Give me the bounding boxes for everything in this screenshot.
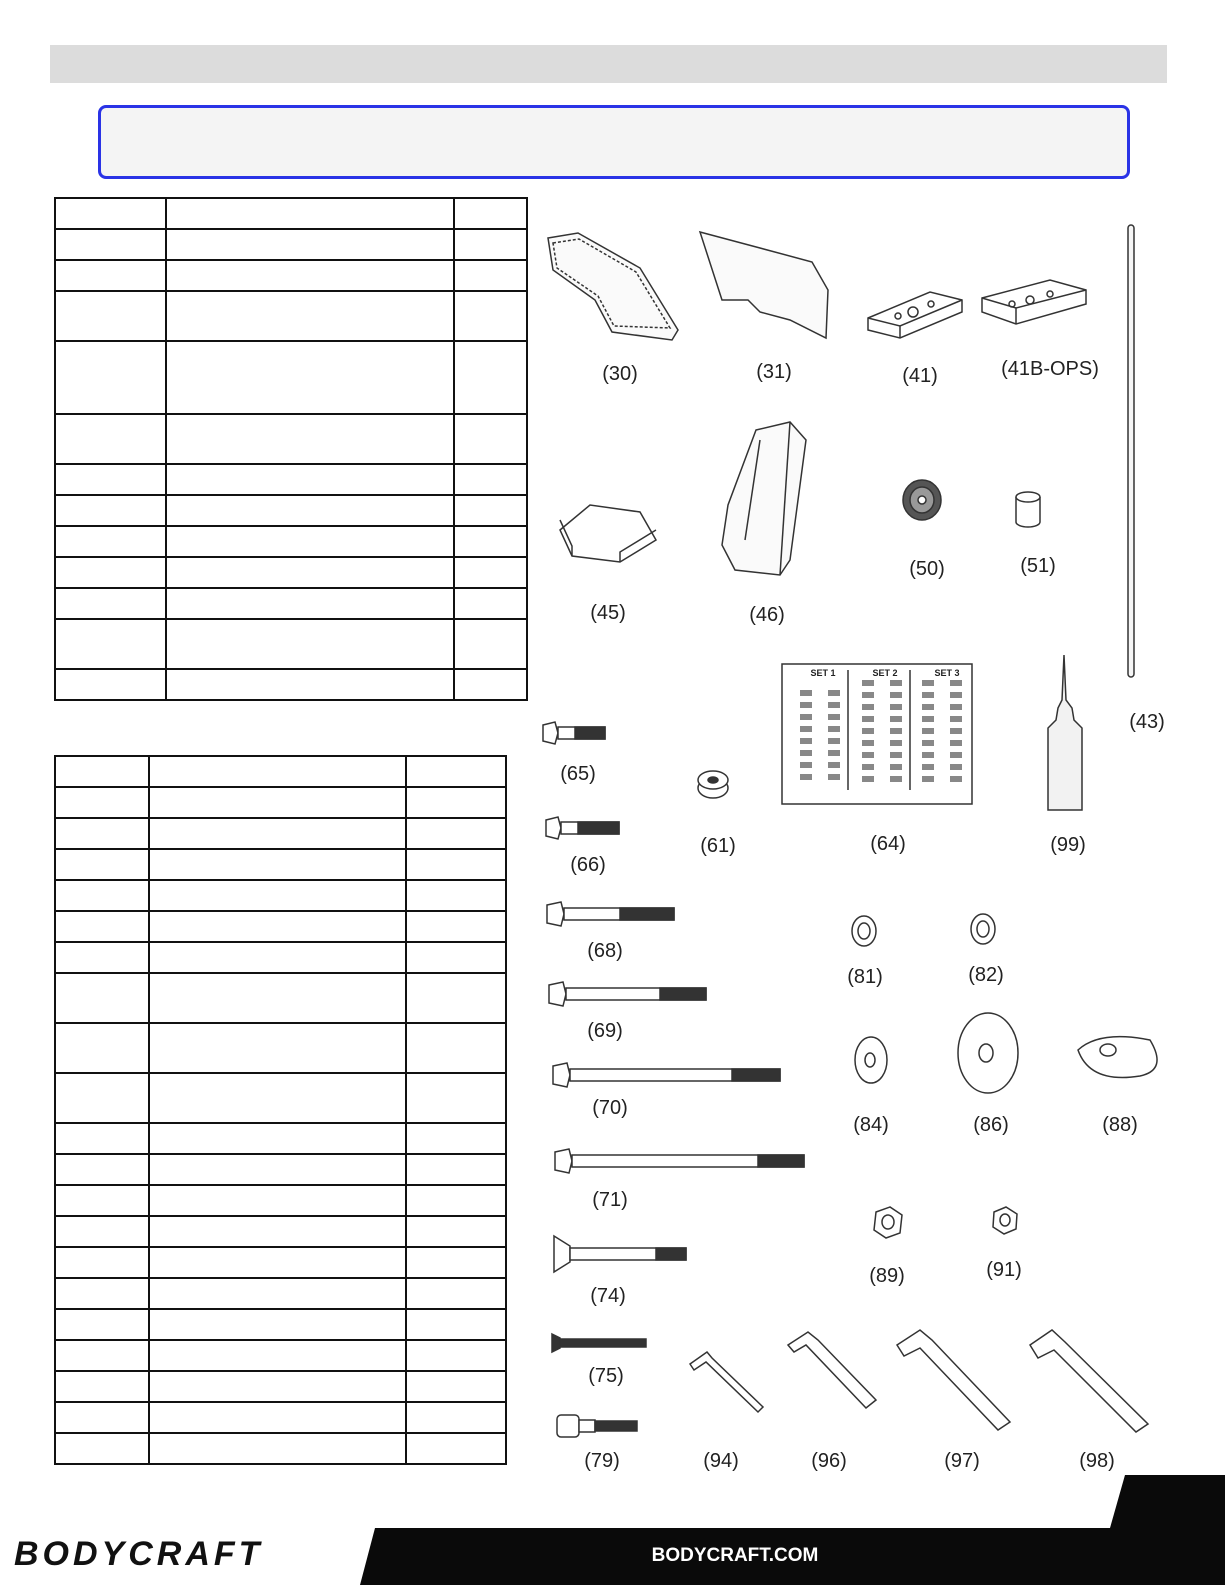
part-91-drawing [993, 1207, 1017, 1234]
table-row [55, 942, 506, 973]
part-84-drawing [855, 1037, 887, 1083]
brand-logo: BODYCRAFT [14, 1535, 264, 1573]
footer-url-link[interactable]: BODYCRAFT.COM [651, 1545, 819, 1566]
part-46-drawing [722, 422, 806, 575]
part-86-drawing [958, 1013, 1018, 1093]
part-89-drawing [874, 1207, 902, 1238]
table-row [55, 1402, 506, 1433]
part-label: (65) [560, 763, 596, 785]
header-bar [50, 45, 1167, 83]
table-row [55, 198, 527, 229]
table-row [55, 1185, 506, 1216]
table-row [55, 1216, 506, 1247]
table-row [55, 1371, 506, 1402]
table-row [55, 291, 527, 341]
part-41b-ops-drawing [982, 280, 1086, 324]
part-88-drawing [1078, 1037, 1157, 1078]
part-label: (68) [587, 940, 623, 962]
part-label: (41B-OPS) [1001, 358, 1099, 380]
part-label: (46) [749, 604, 785, 626]
part-label: (75) [588, 1365, 624, 1387]
part-label: (70) [592, 1097, 628, 1119]
part-96-drawing [788, 1332, 876, 1408]
part-label: (86) [973, 1114, 1009, 1136]
part-94-drawing [690, 1352, 763, 1412]
part-label: (79) [584, 1450, 620, 1472]
table-row [55, 1154, 506, 1185]
part-label: (98) [1079, 1450, 1115, 1472]
part-label: (81) [847, 966, 883, 988]
part-label: (91) [986, 1259, 1022, 1281]
sticker-set-2-label: SET 2 [872, 668, 898, 678]
table-row [55, 341, 527, 414]
table-row [55, 1073, 506, 1123]
part-label: (66) [570, 854, 606, 876]
part-31-drawing [700, 232, 828, 338]
part-label: (43) [1129, 711, 1165, 733]
table-row [55, 464, 527, 495]
parts-table-2 [54, 755, 507, 1465]
part-97-drawing [897, 1330, 1010, 1430]
table-row [55, 1123, 506, 1154]
part-label: (96) [811, 1450, 847, 1472]
part-label: (89) [869, 1265, 905, 1287]
part-41-drawing [868, 292, 962, 338]
part-50-drawing [903, 480, 941, 520]
table-row [55, 557, 527, 588]
part-label: (51) [1020, 555, 1056, 577]
part-label: (97) [944, 1450, 980, 1472]
part-79-drawing [557, 1415, 637, 1437]
part-61-drawing [698, 771, 728, 798]
sticker-set-3-label: SET 3 [934, 668, 960, 678]
part-label: (71) [592, 1189, 628, 1211]
part-label: (74) [590, 1285, 626, 1307]
table-row [55, 1309, 506, 1340]
table-row [55, 619, 527, 669]
title-box [98, 105, 1130, 179]
table-row [55, 818, 506, 849]
part-label: (82) [968, 964, 1004, 986]
table-row [55, 1023, 506, 1073]
table-row [55, 588, 527, 619]
part-label: (69) [587, 1020, 623, 1042]
part-51-drawing [1016, 492, 1040, 527]
part-82-drawing [971, 914, 995, 944]
part-69-drawing [549, 982, 706, 1006]
table-row [55, 849, 506, 880]
part-64-drawing [782, 664, 972, 804]
table-row [55, 1340, 506, 1371]
part-66-drawing [546, 817, 619, 839]
part-label: (61) [700, 835, 736, 857]
part-99-drawing [1048, 655, 1082, 810]
part-label: (99) [1050, 834, 1086, 856]
table-row [55, 911, 506, 942]
part-81-drawing [852, 916, 876, 946]
part-label: (50) [909, 558, 945, 580]
part-label: (31) [756, 361, 792, 383]
part-label: (41) [902, 365, 938, 387]
table-row [55, 229, 527, 260]
table-row [55, 414, 527, 464]
part-30-drawing [548, 233, 678, 340]
table-row [55, 1433, 506, 1464]
parts-table-1 [54, 197, 528, 701]
table-row [55, 260, 527, 291]
part-label: (30) [602, 363, 638, 385]
table-row [55, 756, 506, 787]
table-row [55, 787, 506, 818]
part-74-drawing [554, 1236, 686, 1272]
part-43-drawing [1128, 225, 1134, 677]
table-row [55, 495, 527, 526]
part-45-drawing [560, 505, 656, 562]
table-row [55, 973, 506, 1023]
part-68-drawing [547, 902, 674, 926]
part-label: (84) [853, 1114, 889, 1136]
part-71-drawing [555, 1149, 804, 1173]
part-label: (88) [1102, 1114, 1138, 1136]
sticker-set-1-label: SET 1 [810, 668, 836, 678]
part-98-drawing [1030, 1330, 1148, 1432]
part-65-drawing [543, 722, 605, 744]
table-row [55, 1278, 506, 1309]
table-row [55, 669, 527, 700]
part-75-drawing [552, 1334, 646, 1352]
table-row [55, 1247, 506, 1278]
table-row [55, 526, 527, 557]
part-70-drawing [553, 1063, 780, 1087]
parts-drawing [530, 200, 1190, 1480]
part-label: (45) [590, 602, 626, 624]
part-label: (94) [703, 1450, 739, 1472]
part-label: (64) [870, 833, 906, 855]
table-row [55, 880, 506, 911]
